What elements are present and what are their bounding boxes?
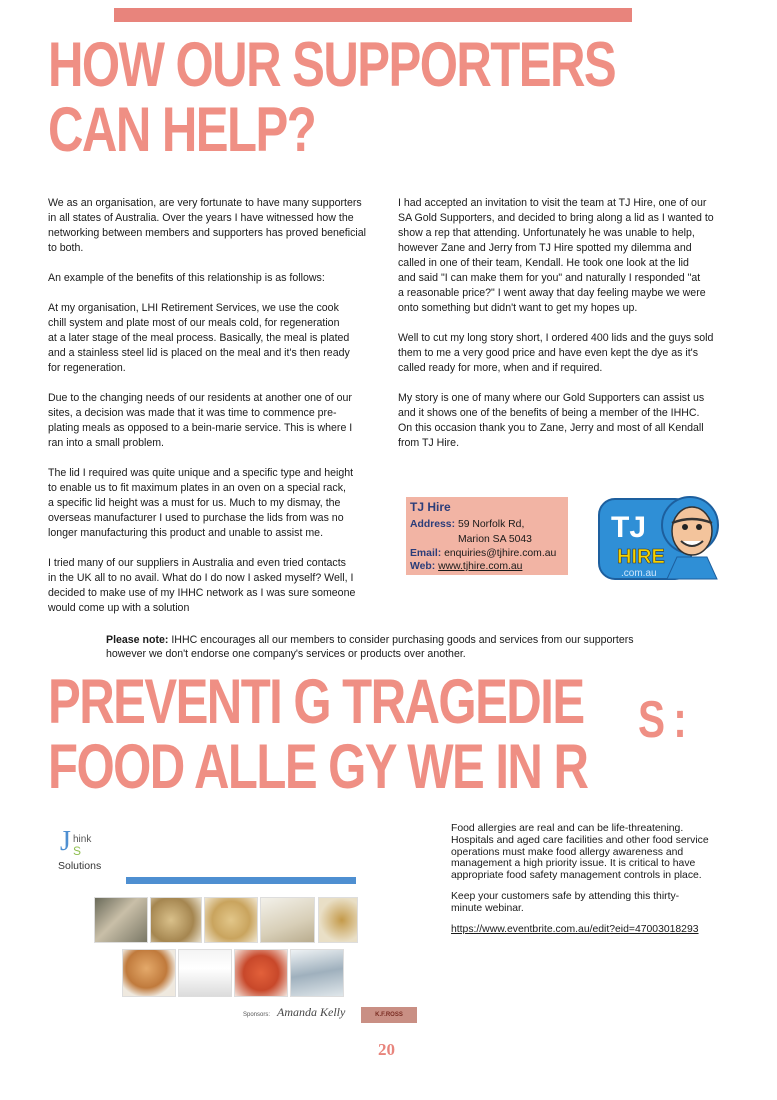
left-paragraph-4: Due to the changing needs of our residents at another one of our sites, a decision was made that it was time to commence pre- plating meals as opposed to a bein-marie service. This is where I ran into a small problem. xyxy=(48,392,353,449)
address-label: Address: xyxy=(410,519,456,530)
think-logo-solutions: Solutions xyxy=(58,860,102,872)
tj-logo-line1: TJ xyxy=(611,511,647,544)
address-value-2: Marion SA 5043 xyxy=(458,534,532,545)
sponsor-amanda-kelly: Amanda Kelly xyxy=(277,1005,346,1019)
heading2-line-1-tail: S : xyxy=(638,691,686,749)
heading-line-2: CAN HELP? xyxy=(48,95,316,165)
heading-line-1: HOW OUR SUPPORTERS xyxy=(48,30,616,100)
tj-logo-line3: .com.au xyxy=(621,568,657,579)
tj-logo-line2: HIRE xyxy=(617,546,665,568)
left-paragraph-5: The lid I required was quite unique and a specific type and height to enable us to fit maximum plates in an oven on a special rack, a specific lid height was a must for us. Much to my dismay, the overseas manufacturer I used to purchase the lids from was no longer manufacturing this product and unable to assist me. xyxy=(48,467,354,539)
email-label: Email: xyxy=(410,548,442,559)
note-label: Please note: xyxy=(106,634,169,646)
heading2-line-1: PREVENTI G TRAGEDIE xyxy=(48,667,584,737)
tj-hire-contact-box xyxy=(406,497,568,575)
left-column xyxy=(48,196,378,616)
left-paragraph-6: I tried many of our suppliers in Australia and even tried contacts in the UK all to no avail. What do I do now I asked myself? Well, I decided to make use of my IHHC network as I was sure someone would come up with a solution xyxy=(48,557,356,614)
right-column xyxy=(398,196,728,451)
food-photo-eggs xyxy=(122,949,176,997)
food-photo-flour xyxy=(260,897,315,943)
sponsor-kf-ross: K.F.ROSS xyxy=(361,1007,417,1023)
think-logo-j: J xyxy=(60,826,71,857)
food-photo-soybeans xyxy=(204,897,258,943)
web-label: Web: xyxy=(410,561,436,572)
page-number: 20 xyxy=(378,1040,395,1059)
left-paragraph-3: At my organisation, LHI Retirement Services, we use the cook chill system and plate most of our meals cold, for regeneration at a later stage of the meal process. Basically, the meal is plated and a stainless steel lid is placed on the meal and it's then ready for regeneration. xyxy=(48,302,350,374)
left-paragraph-1: We as an organisation, are very fortunate to have many supporters in all states of Australia. Over the years I have witnessed how the networking between members and supporters has proved beneficial to both. xyxy=(48,197,366,254)
left-paragraph-2: An example of the benefits of this relationship is as follows: xyxy=(48,272,325,284)
top-accent-bar xyxy=(114,8,632,22)
food-photo-prawns xyxy=(234,949,288,997)
email-line xyxy=(410,548,556,559)
webinar-paragraph-1: Food allergies are real and can be life-threatening. Hospitals and aged care facilities and other food service operations must make food allergy awareness and management a high priority issue. It is critical to have appropriate food safety management controls in place. xyxy=(451,823,709,882)
sponsors-label: Sponsors: xyxy=(243,1012,271,1018)
web-link[interactable]: www.tjhire.com.au xyxy=(438,561,523,572)
food-photo-almonds xyxy=(150,897,202,943)
please-note xyxy=(106,633,666,661)
eventbrite-link[interactable]: https://www.eventbrite.com.au/edit?eid=47003018293 xyxy=(451,923,699,935)
right-paragraph-1: I had accepted an invitation to visit the team at TJ Hire, one of our SA Gold Supporters, and decided to bring along a lid as I wanted to show a rep that attending. Unfortunately he was unable to help, however Zane and Jerry from TJ Hire spotted my dilemma and called in one of their team, Kendall. He took one look at the lid and said "I can make them for you" and naturally I responded "at a reasonable price?" I went away that day feeling maybe we were onto something but didn't want to get my hopes up. xyxy=(398,197,714,314)
food-photo-fish xyxy=(290,949,344,997)
blue-divider xyxy=(126,877,356,884)
food-photo-milk xyxy=(178,949,232,997)
webinar-info xyxy=(451,823,721,944)
tj-hire-logo-graphic xyxy=(597,487,725,585)
think-solutions-logo xyxy=(58,826,118,874)
address-line-1 xyxy=(410,519,524,530)
right-paragraph-2: Well to cut my long story short, I ordered 400 lids and the guys sold them to me a very good price and have even kept the dye as it's called ready for more, when and if required. xyxy=(398,332,714,374)
heading2-line-2: FOOD ALLE GY WE IN R xyxy=(48,732,588,802)
think-logo-s: S xyxy=(73,844,82,858)
think-logo-hink: hink xyxy=(73,834,92,845)
contact-box-title: TJ Hire xyxy=(410,500,451,514)
sponsors-strip xyxy=(243,1004,423,1028)
food-photo-grains xyxy=(318,897,358,943)
address-value-1: 59 Norfolk Rd, xyxy=(457,519,525,530)
tj-hire-logo xyxy=(597,487,725,585)
right-paragraph-3: My story is one of many where our Gold Supporters can assist us and it shows one of the benefits of being a member of the IHHC. On this occasion thank you to Zane, Jerry and most of all Kendall from TJ Hire. xyxy=(398,392,705,449)
note-text: IHHC encourages all our members to consider purchasing goods and services from our supporters however we don't endorse one company's services or products over another. xyxy=(106,634,634,660)
web-line xyxy=(410,561,522,572)
email-value: enquiries@tjhire.com.au xyxy=(444,548,557,559)
food-photo-nuts xyxy=(94,897,148,943)
webinar-paragraph-2: Keep your customers safe by attending this thirty- minute webinar. xyxy=(451,890,680,914)
